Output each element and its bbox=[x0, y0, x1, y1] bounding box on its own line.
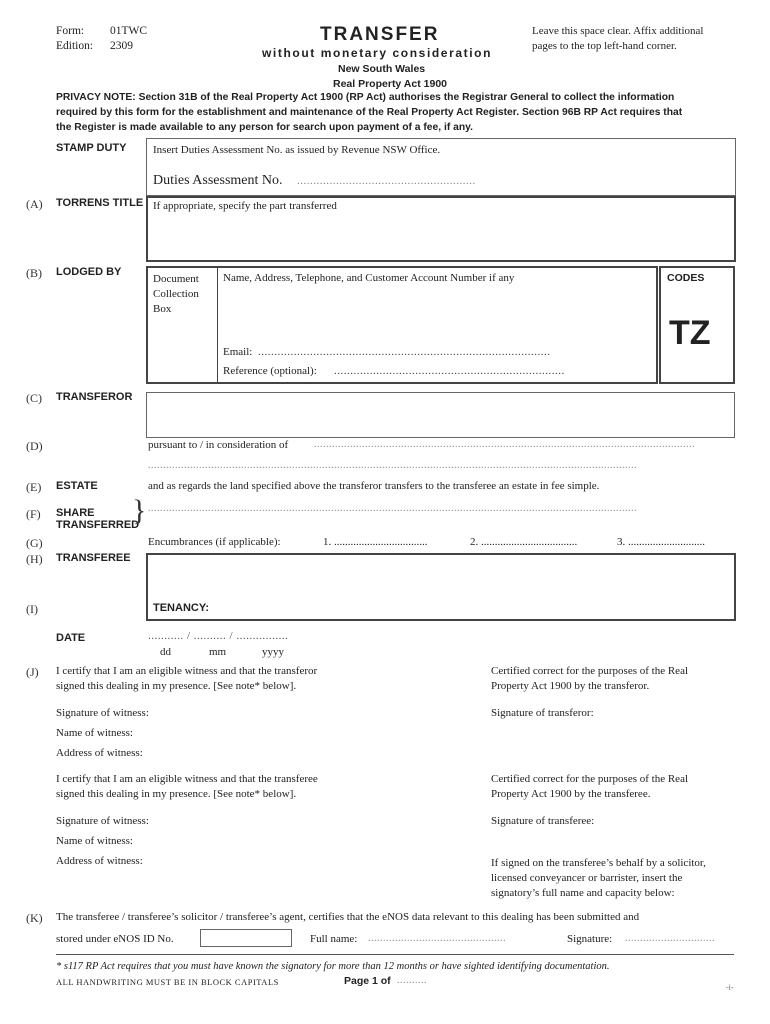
section-letter-a: (A) bbox=[26, 197, 43, 211]
section-letter-g: (G) bbox=[26, 536, 43, 550]
reference-field[interactable]: ....................................................................... bbox=[334, 365, 565, 377]
consideration-field-2[interactable]: ................................................................................................................................................................... bbox=[148, 460, 637, 471]
encumbrance-2-field[interactable]: 2. ................................... bbox=[470, 536, 578, 548]
share-label-line: TRANSFERRED bbox=[56, 519, 140, 531]
section-letter-h: (H) bbox=[26, 552, 43, 566]
full-name-label: Full name: bbox=[310, 933, 358, 945]
space-note-line1: Leave this space clear. Affix additional bbox=[532, 25, 704, 37]
witness-address-label: Address of witness: bbox=[56, 855, 143, 867]
lodged-by-box[interactable] bbox=[146, 266, 658, 384]
date-mm-label: mm bbox=[209, 646, 227, 658]
encumbrance-3-field[interactable]: 3. ............................ bbox=[617, 536, 705, 548]
signature-field[interactable]: .............................. bbox=[625, 933, 715, 944]
page-label: Page 1 of bbox=[344, 975, 391, 987]
block-capitals-note: ALL HANDWRITING MUST BE IN BLOCK CAPITALS bbox=[56, 977, 279, 987]
edition-label: Edition: bbox=[56, 40, 94, 52]
note-line: If signed on the transferee’s behalf by a solicitor, bbox=[491, 857, 706, 869]
encumbrances-label: Encumbrances (if applicable): bbox=[148, 536, 281, 548]
edition-number: 2309 bbox=[110, 40, 133, 52]
lodged-by-label: LODGED BY bbox=[56, 266, 122, 278]
share-transferred-field[interactable]: ................................................................................................................................................................... bbox=[148, 503, 637, 514]
footer-divider bbox=[56, 954, 734, 955]
stamp-duty-label: STAMP DUTY bbox=[56, 142, 127, 154]
duties-assessment-field[interactable]: ....................................................... bbox=[297, 175, 476, 187]
consideration-field[interactable]: ............................................................................................................................... bbox=[314, 439, 695, 450]
encumbrance-1-field[interactable]: 1. .................................. bbox=[323, 536, 428, 548]
page-count-field[interactable]: .......... bbox=[397, 975, 427, 986]
witness-name-label: Name of witness: bbox=[56, 727, 133, 739]
dcb-line: Collection bbox=[153, 288, 199, 300]
document-collection-box[interactable] bbox=[153, 272, 199, 317]
section-letter-j: (J) bbox=[26, 665, 39, 679]
enos-id-label: stored under eNOS ID No. bbox=[56, 933, 174, 945]
privacy-note bbox=[56, 90, 682, 135]
date-yyyy-label: yyyy bbox=[262, 646, 284, 658]
transferee-signature-label: Signature of transferee: bbox=[491, 815, 595, 827]
transferee-label: TRANSFEREE bbox=[56, 552, 131, 564]
cert-line: I certify that I am an eligible witness and that the transferor bbox=[56, 665, 318, 677]
section-letter-c: (C) bbox=[26, 391, 42, 405]
witness-cert-transferor bbox=[56, 664, 317, 694]
footer-mark: -i- bbox=[726, 983, 734, 992]
act-name: Real Property Act 1900 bbox=[333, 78, 447, 90]
email-label: Email: bbox=[223, 346, 253, 358]
code-value: TZ bbox=[669, 314, 711, 352]
cert-line: signed this dealing in my presence. [See note* below]. bbox=[56, 788, 297, 800]
date-field[interactable]: ........... / .......... / ................ bbox=[148, 630, 289, 642]
document-subtitle: without monetary consideration bbox=[262, 46, 493, 60]
form-number: 01TWC bbox=[110, 25, 148, 37]
privacy-line: the Register is made available to any person for search upon payment of a fee, if any. bbox=[56, 122, 473, 133]
note-line: licensed conveyancer or barrister, insert the bbox=[491, 872, 683, 884]
share-brace: } bbox=[132, 494, 147, 527]
consideration-label: pursuant to / in consideration of bbox=[148, 439, 289, 451]
footer-note: * s117 RP Act requires that you must have known the signatory for more than 12 months or have sighted identifying documentation. bbox=[56, 961, 610, 972]
witness-name-label: Name of witness: bbox=[56, 835, 133, 847]
witness-signature-label: Signature of witness: bbox=[56, 707, 149, 719]
estate-label: ESTATE bbox=[56, 480, 98, 492]
form-label: Form: bbox=[56, 25, 85, 37]
reference-label: Reference (optional): bbox=[223, 365, 317, 377]
certified-correct-transferee bbox=[491, 772, 688, 802]
solicitor-note bbox=[491, 856, 706, 901]
torrens-title-hint: If appropriate, specify the part transferred bbox=[153, 200, 337, 212]
section-letter-i: (I) bbox=[26, 602, 38, 616]
signature-label: Signature: bbox=[567, 933, 613, 945]
dcb-line: Box bbox=[153, 303, 172, 315]
duties-assessment-label: Duties Assessment No. bbox=[153, 173, 283, 188]
enos-id-input[interactable] bbox=[200, 929, 292, 947]
full-name-field[interactable]: .............................................. bbox=[368, 933, 506, 944]
email-field[interactable]: .......................................................................................... bbox=[258, 346, 551, 358]
privacy-line: required by this form for the establishment and maintenance of the Real Property Act Register. Section 96B RP Act requires that bbox=[56, 107, 683, 118]
codes-label: CODES bbox=[667, 272, 705, 284]
section-letter-e: (E) bbox=[26, 480, 42, 494]
stamp-duty-instruction: Insert Duties Assessment No. as issued by Revenue NSW Office. bbox=[153, 144, 441, 156]
torrens-title-box[interactable] bbox=[146, 196, 736, 262]
note-line: signatory’s full name and capacity below: bbox=[491, 887, 675, 899]
cert-line: Property Act 1900 by the transferee. bbox=[491, 788, 651, 800]
cert-line: signed this dealing in my presence. [See note* below]. bbox=[56, 680, 297, 692]
section-letter-b: (B) bbox=[26, 266, 42, 280]
document-title: TRANSFER bbox=[320, 24, 440, 45]
transferor-signature-label: Signature of transferor: bbox=[491, 707, 594, 719]
section-letter-f: (F) bbox=[26, 507, 41, 521]
tenancy-label: TENANCY: bbox=[153, 602, 210, 614]
lodged-by-divider bbox=[217, 268, 218, 382]
cert-line: Property Act 1900 by the transferor. bbox=[491, 680, 650, 692]
codes-box bbox=[659, 266, 735, 384]
enos-certification: The transferee / transferee’s solicitor / transferee’s agent, certifies that the eNOS data relevant to this dealing has been submitted and bbox=[56, 911, 640, 923]
date-dd-label: dd bbox=[160, 646, 171, 658]
cert-line: Certified correct for the purposes of the Real bbox=[491, 773, 689, 785]
witness-signature-label: Signature of witness: bbox=[56, 815, 149, 827]
transferor-label: TRANSFEROR bbox=[56, 391, 133, 403]
transferor-box[interactable] bbox=[146, 392, 735, 438]
transferee-box[interactable] bbox=[146, 553, 736, 621]
section-letter-k: (K) bbox=[26, 911, 43, 925]
witness-cert-transferee bbox=[56, 772, 318, 802]
witness-address-label: Address of witness: bbox=[56, 747, 143, 759]
cert-line: Certified correct for the purposes of the Real bbox=[491, 665, 689, 677]
cert-line: I certify that I am an eligible witness and that the transferee bbox=[56, 773, 318, 785]
date-label: DATE bbox=[56, 632, 86, 644]
share-label-line: SHARE bbox=[56, 507, 95, 519]
space-note-line2: pages to the top left-hand corner. bbox=[532, 40, 677, 52]
torrens-title-label: TORRENS TITLE bbox=[56, 197, 144, 209]
privacy-line: PRIVACY NOTE: Section 31B of the Real Property Act 1900 (RP Act) authorises the Registrar General to collect the information bbox=[56, 92, 675, 103]
estate-text: and as regards the land specified above the transferor transfers to the transferee an estate in fee simple. bbox=[148, 480, 600, 492]
lodger-details-hint: Name, Address, Telephone, and Customer Account Number if any bbox=[223, 272, 515, 284]
state-name: New South Wales bbox=[338, 63, 426, 75]
share-transferred-label bbox=[56, 507, 139, 531]
certified-correct-transferor bbox=[491, 664, 688, 694]
dcb-line: Document bbox=[153, 273, 199, 285]
stamp-duty-box[interactable] bbox=[146, 138, 736, 196]
section-letter-d: (D) bbox=[26, 439, 43, 453]
